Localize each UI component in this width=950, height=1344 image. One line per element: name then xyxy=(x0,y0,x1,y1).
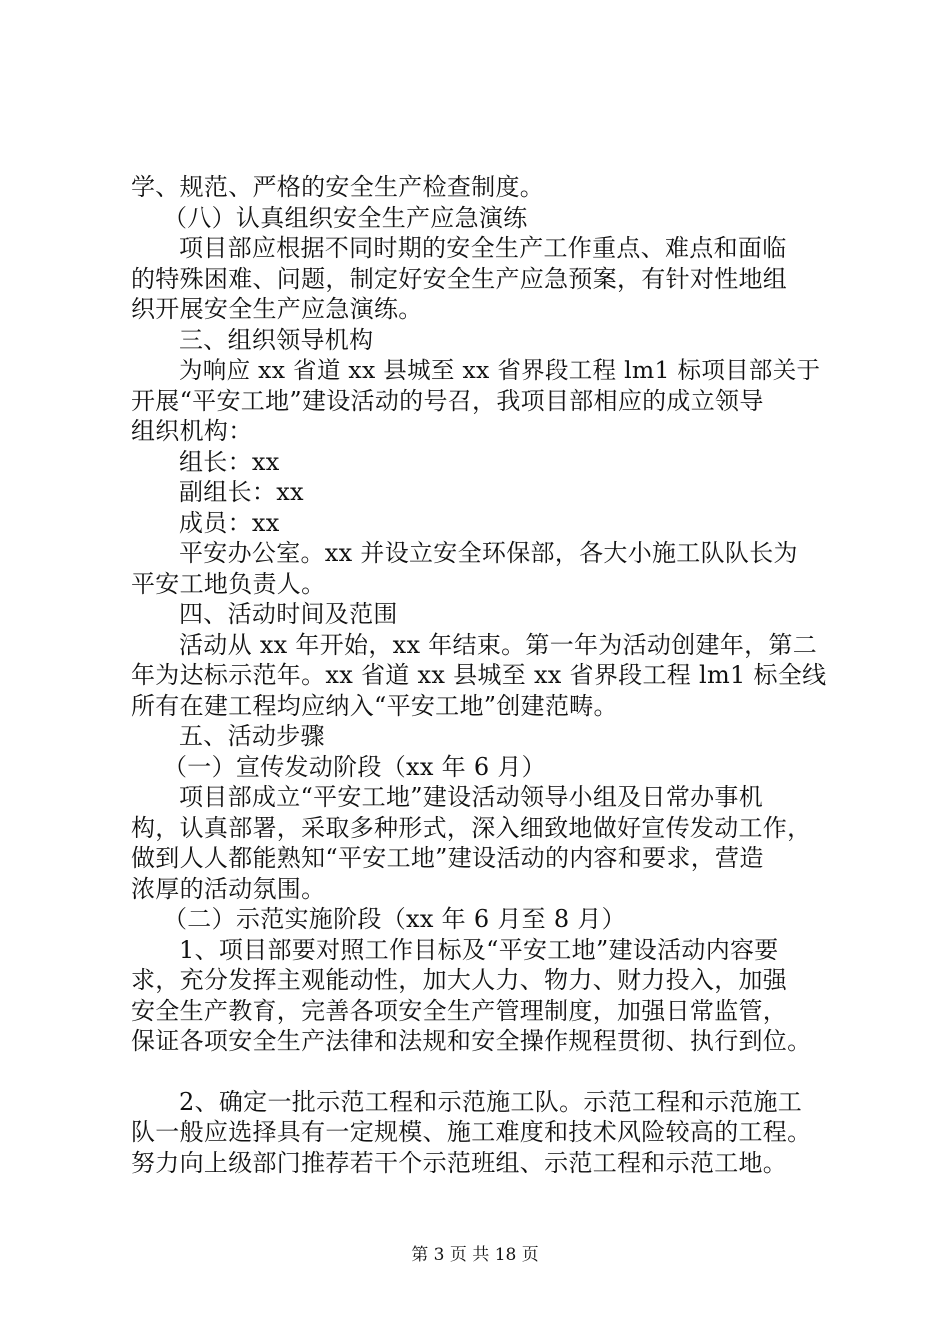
text-line: 开展“平安工地”建设活动的号召，我项目部相应的成立领导 xyxy=(131,386,764,415)
text-line: （一）宣传发动阶段（xx 年 6 月） xyxy=(163,752,546,781)
text-line: 织开展安全生产应急演练。 xyxy=(131,295,423,323)
text-line: 副组长：xx xyxy=(179,478,304,506)
text-line: 四、活动时间及范围 xyxy=(179,600,398,628)
text-line: 三、组织领导机构 xyxy=(179,325,374,354)
text-line: 求，充分发挥主观能动性，加大人力、物力、财力投入，加强 xyxy=(131,966,788,994)
text-line: 2、确定一批示范工程和示范施工队。示范工程和示范施工 xyxy=(179,1087,803,1116)
text-line: 组长：xx xyxy=(179,447,280,476)
text-line: 浓厚的活动氛围。 xyxy=(131,874,326,903)
text-line: 保证各项安全生产法律和法规和安全操作规程贯彻、执行到位。 xyxy=(131,1027,812,1055)
text-line: 平安工地负责人。 xyxy=(131,569,326,598)
text-line: 项目部应根据不同时期的安全生产工作重点、难点和面临 xyxy=(179,234,787,262)
text-line: 平安办公室。xx 并设立安全环保部，各大小施工队队长为 xyxy=(179,539,798,567)
text-line: 为响应 xx 省道 xx 县城至 xx 省界段工程 lm1 标项目部关于 xyxy=(179,356,821,384)
text-line: （八）认真组织安全生产应急演练 xyxy=(163,203,528,232)
text-line: （二）示范实施阶段（xx 年 6 月至 8 月） xyxy=(163,905,626,933)
text-line: 年为达标示范年。xx 省道 xx 县城至 xx 省界段工程 lm1 标全线 xyxy=(131,661,827,689)
document-body xyxy=(131,172,831,1178)
text-line: 做到人人都能熟知“平安工地”建设活动的内容和要求，营造 xyxy=(131,844,764,872)
text-line: 五、活动步骤 xyxy=(179,722,325,750)
text-line: 活动从 xx 年开始，xx 年结束。第一年为活动创建年，第二 xyxy=(179,630,818,659)
text-line: 组织机构： xyxy=(131,417,253,445)
text-line: 学、规范、严格的安全生产检查制度。 xyxy=(131,173,545,201)
text-line: 的特殊困难、问题，制定好安全生产应急预案，有针对性地组 xyxy=(131,264,788,293)
text-line: 努力向上级部门推荐若干个示范班组、示范工程和示范工地。 xyxy=(131,1148,788,1177)
text-line: 队一般应选择具有一定规模、施工难度和技术风险较高的工程。 xyxy=(131,1118,812,1146)
text-line: 所有在建工程均应纳入“平安工地”创建范畴。 xyxy=(131,691,618,720)
page-footer: 第 3 页 共 18 页 xyxy=(411,1245,539,1265)
text-line: 1、项目部要对照工作目标及“平安工地”建设活动内容要 xyxy=(179,935,779,964)
text-line: 构，认真部署，采取多种形式，深入细致地做好宣传发动工作， xyxy=(131,813,812,842)
text-line: 成员：xx xyxy=(179,508,280,537)
text-line: 项目部成立“平安工地”建设活动领导小组及日常办事机 xyxy=(179,783,764,811)
paragraph-gap xyxy=(131,1057,831,1087)
text-line: 安全生产教育，完善各项安全生产管理制度，加强日常监管， xyxy=(131,996,788,1025)
